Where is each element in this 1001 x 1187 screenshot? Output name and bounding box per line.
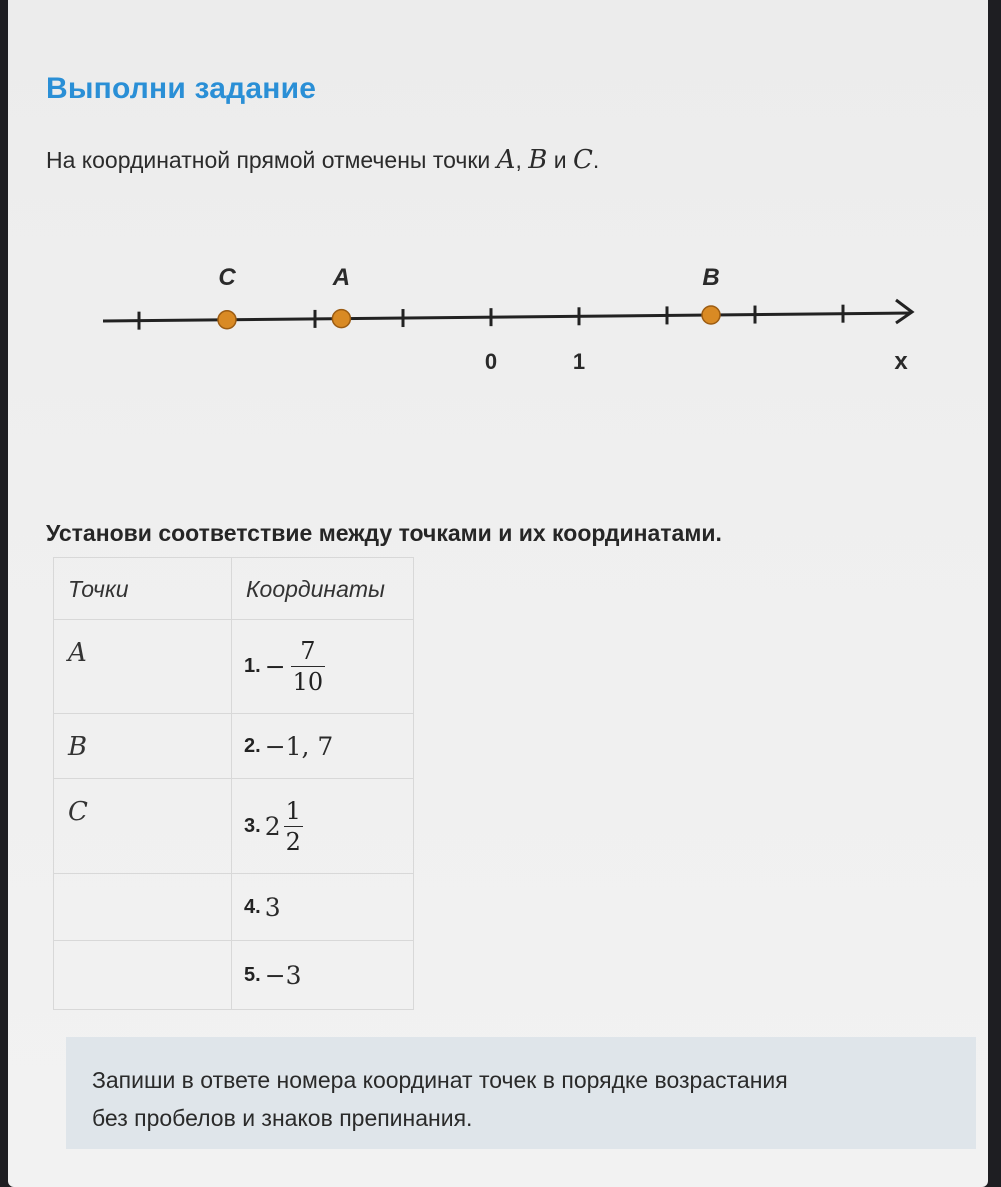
- coord-cell: [232, 941, 414, 1010]
- denominator: 10: [292, 668, 324, 696]
- coord-sign: −: [264, 652, 286, 681]
- unit-label: 1: [572, 349, 586, 374]
- point-a-marker: [332, 310, 350, 328]
- matching-table: [53, 557, 414, 1010]
- coord-option-1: [232, 620, 413, 713]
- point-cell: [54, 779, 232, 874]
- axis-arrow-icon: [896, 300, 912, 323]
- answer-note-line-1: Запиши в ответе номера координат точек в порядке возрастания: [92, 1067, 788, 1093]
- fraction: [291, 639, 326, 694]
- coord-cell: [232, 620, 414, 714]
- prompt-point-b: B: [528, 145, 548, 175]
- coord-cell: [232, 779, 414, 874]
- prompt-text: На координатной прямой отмечены точки: [46, 147, 497, 173]
- coord-number: 3.: [244, 814, 261, 837]
- point-b-label: B: [702, 264, 720, 291]
- coord-value: −1, 7: [264, 731, 334, 761]
- table-row: [54, 620, 414, 714]
- coord-option-3: [232, 779, 413, 873]
- fraction: [284, 796, 303, 856]
- header-points: Точки: [54, 558, 232, 620]
- numerator: 7: [300, 637, 316, 665]
- answer-note: [66, 1037, 976, 1149]
- task-prompt: [46, 145, 599, 175]
- prompt-end: .: [592, 147, 600, 173]
- point-label-a: A: [68, 638, 87, 668]
- coord-value: −3: [264, 960, 302, 990]
- prompt-point-c: C: [572, 145, 593, 175]
- point-label-b: B: [68, 732, 88, 762]
- tick-group: [139, 305, 843, 330]
- coord-number: 1.: [244, 655, 261, 677]
- point-c-marker: [218, 311, 236, 329]
- coord-cell: [232, 714, 414, 779]
- numerator: 1: [285, 796, 301, 825]
- number-line: [88, 255, 938, 385]
- point-label-c: C: [68, 797, 88, 827]
- prompt-and: и: [547, 147, 573, 173]
- point-c-label: C: [218, 264, 236, 291]
- coord-number: 2.: [244, 734, 261, 757]
- header-coords: Координаты: [232, 558, 414, 620]
- point-cell-empty: [54, 941, 232, 1010]
- table-row: [54, 874, 414, 941]
- table-header-row: [54, 558, 414, 620]
- prompt-separator: ,: [515, 147, 529, 173]
- task-card: [8, 0, 988, 1187]
- point-a-label: A: [332, 264, 351, 291]
- table-row: [54, 714, 414, 779]
- axis-label: x: [894, 348, 908, 375]
- point-b-marker: [702, 306, 720, 324]
- point-cell-empty: [54, 874, 232, 941]
- coord-value: 3: [264, 892, 281, 922]
- coord-whole: 2: [264, 811, 281, 841]
- answer-note-line-2: без пробелов и знаков препинания.: [92, 1105, 473, 1131]
- point-cell: [54, 714, 232, 779]
- coord-option-4: [232, 874, 413, 940]
- matching-instruction: Установи соответствие между точками и их координатами.: [46, 520, 722, 546]
- prompt-point-a: A: [496, 145, 516, 175]
- task-title: Выполни задание: [46, 72, 317, 105]
- coord-number: 5.: [244, 963, 261, 986]
- table-row: [54, 779, 414, 874]
- coord-option-5: [232, 941, 413, 1009]
- coord-number: 4.: [244, 895, 261, 918]
- point-cell: [54, 620, 232, 714]
- coord-cell: [232, 874, 414, 941]
- origin-label: 0: [484, 349, 498, 374]
- denominator: 2: [285, 827, 301, 856]
- coord-option-2: [232, 714, 413, 778]
- table-row: [54, 941, 414, 1010]
